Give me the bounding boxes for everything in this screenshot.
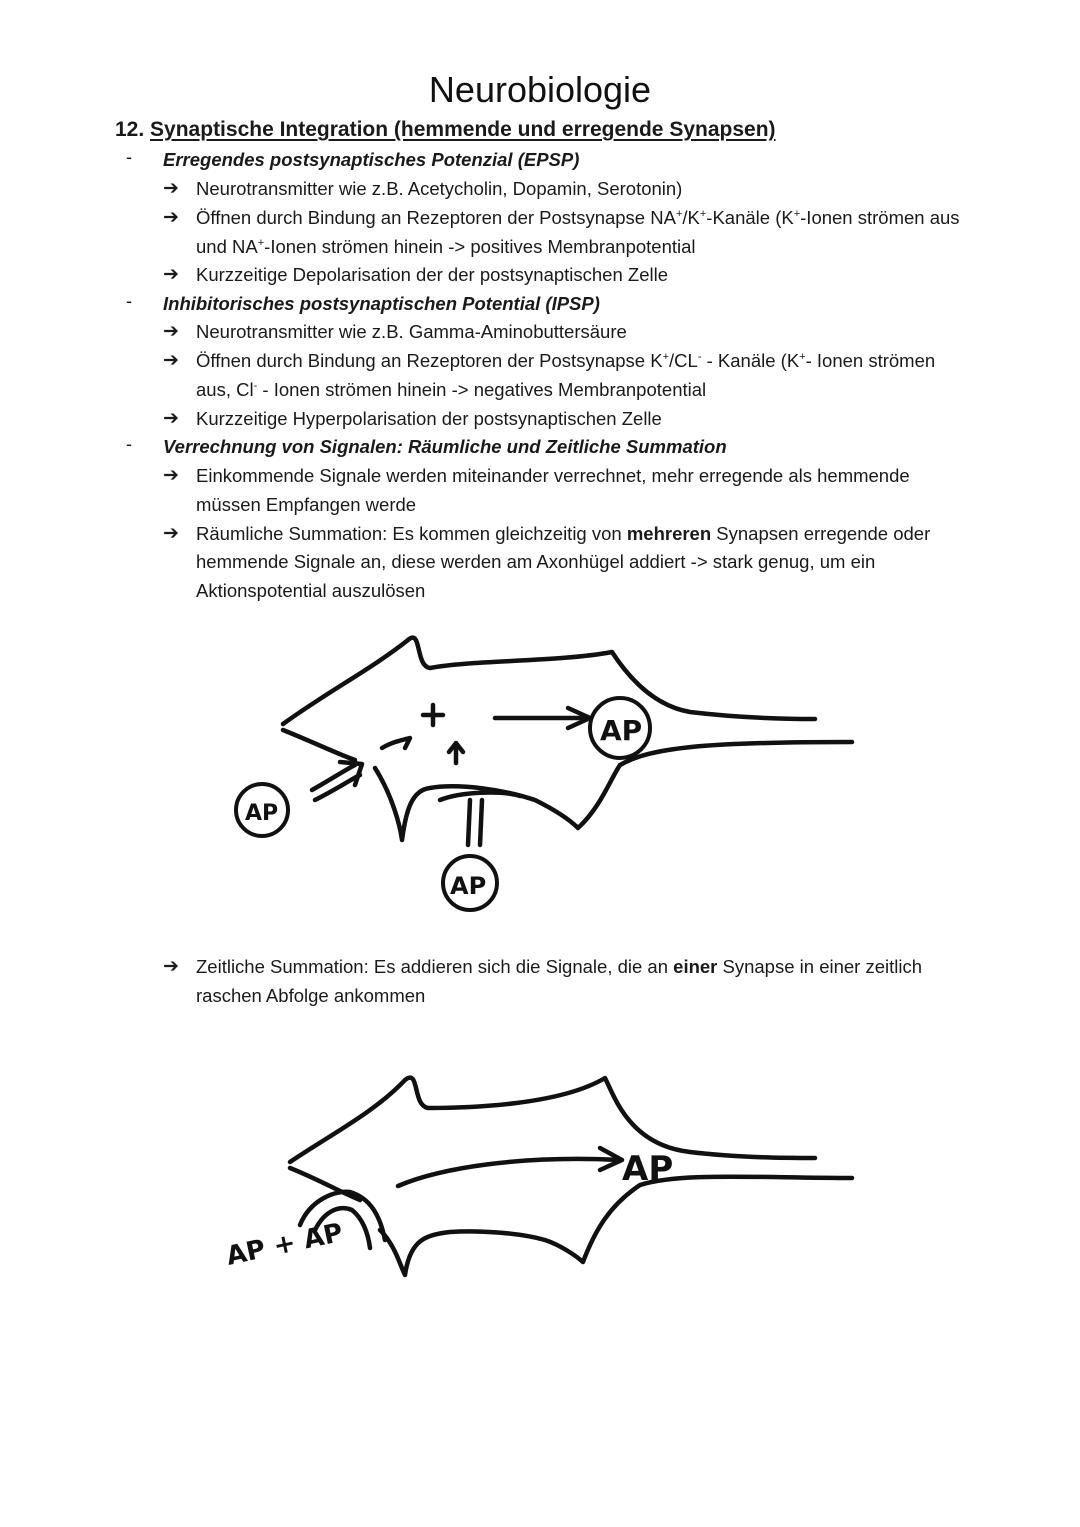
arrow-icon: ➔	[163, 408, 179, 429]
spatial-summation-line-3: Aktionspotential auszulösen	[196, 580, 426, 601]
soma-outline	[380, 1177, 852, 1275]
ap-label-output: AP	[600, 714, 643, 747]
bullet-dash: -	[126, 434, 132, 454]
arrow-icon: ➔	[163, 465, 179, 486]
signal-arrow	[398, 1159, 620, 1186]
arrow-icon: ➔	[163, 178, 179, 199]
summation-heading: Verrechnung von Signalen: Räumliche und Zeitliche Summation	[163, 436, 727, 457]
page-title: Neurobiologie	[428, 69, 652, 110]
soma-outline	[290, 1078, 815, 1162]
ap-label-input: AP + AP	[223, 1217, 346, 1272]
epsp-point-2-cont: und NA+-Ionen strömen hinein -> positives Membranpotential	[196, 236, 696, 257]
summation-point-1: Einkommende Signale werden miteinander verrechnet, mehr erregende als hemmende	[196, 465, 910, 486]
summation-point-1-cont: müssen Empfangen werde	[196, 494, 417, 515]
ipsp-point-2-cont: aus, Cl- - Ionen strömen hinein -> negatives Membranpotential	[196, 379, 707, 400]
arrow-icon: ➔	[163, 321, 179, 342]
ipsp-point-1: Neurotransmitter wie z.B. Gamma-Aminobuttersäure	[196, 321, 627, 342]
ap-label-output: AP	[622, 1149, 674, 1189]
epsp-heading: Erregendes postsynaptisches Potenzial (EPSP)	[163, 149, 580, 170]
ap-label-left: AP	[245, 801, 279, 826]
ipsp-point-3: Kurzzeitige Hyperpolarisation der postsynaptischen Zelle	[196, 408, 662, 429]
epsp-point-3: Kurzzeitige Depolarisation der der postsynaptischen Zelle	[196, 264, 669, 285]
arrow-icon: ➔	[163, 207, 179, 228]
epsp-point-2: Öffnen durch Bindung an Rezeptoren der Postsynapse NA+/K+-Kanäle (K+-Ionen strömen aus	[196, 207, 960, 228]
ap-label-bottom: AP	[450, 872, 487, 900]
temporal-summation-line-1: Zeitliche Summation: Es addieren sich die Signale, die an einer Synapse in einer zeitlich	[196, 956, 923, 977]
epsp-point-1: Neurotransmitter wie z.B. Acetycholin, Dopamin, Serotonin)	[196, 178, 683, 199]
ipsp-point-2: Öffnen durch Bindung an Rezeptoren der Postsynapse K+/CL- - Kanäle (K+- Ionen strömen	[196, 350, 936, 371]
arrow-icon: ➔	[163, 264, 179, 285]
ipsp-heading: Inhibitorisches postsynaptischen Potential (IPSP)	[163, 293, 600, 314]
section-title: Synaptische Integration (hemmende und erregende Synapsen)	[150, 118, 776, 141]
section-number: 12.	[115, 118, 145, 141]
spatial-summation-line-1: Räumliche Summation: Es kommen gleichzeitig von mehreren Synapsen erregende oder	[196, 523, 931, 544]
arrow-icon: ➔	[163, 956, 179, 977]
arrow-icon: ➔	[163, 350, 179, 371]
temporal-summation-line-2: raschen Abfolge ankommen	[196, 985, 426, 1006]
arrow-icon: ➔	[163, 523, 179, 544]
bullet-dash: -	[126, 291, 132, 311]
spatial-summation-line-2: hemmende Signale an, diese werden am Axonhügel addiert -> stark genug, um ein	[196, 551, 876, 572]
bullet-dash: -	[126, 147, 132, 167]
